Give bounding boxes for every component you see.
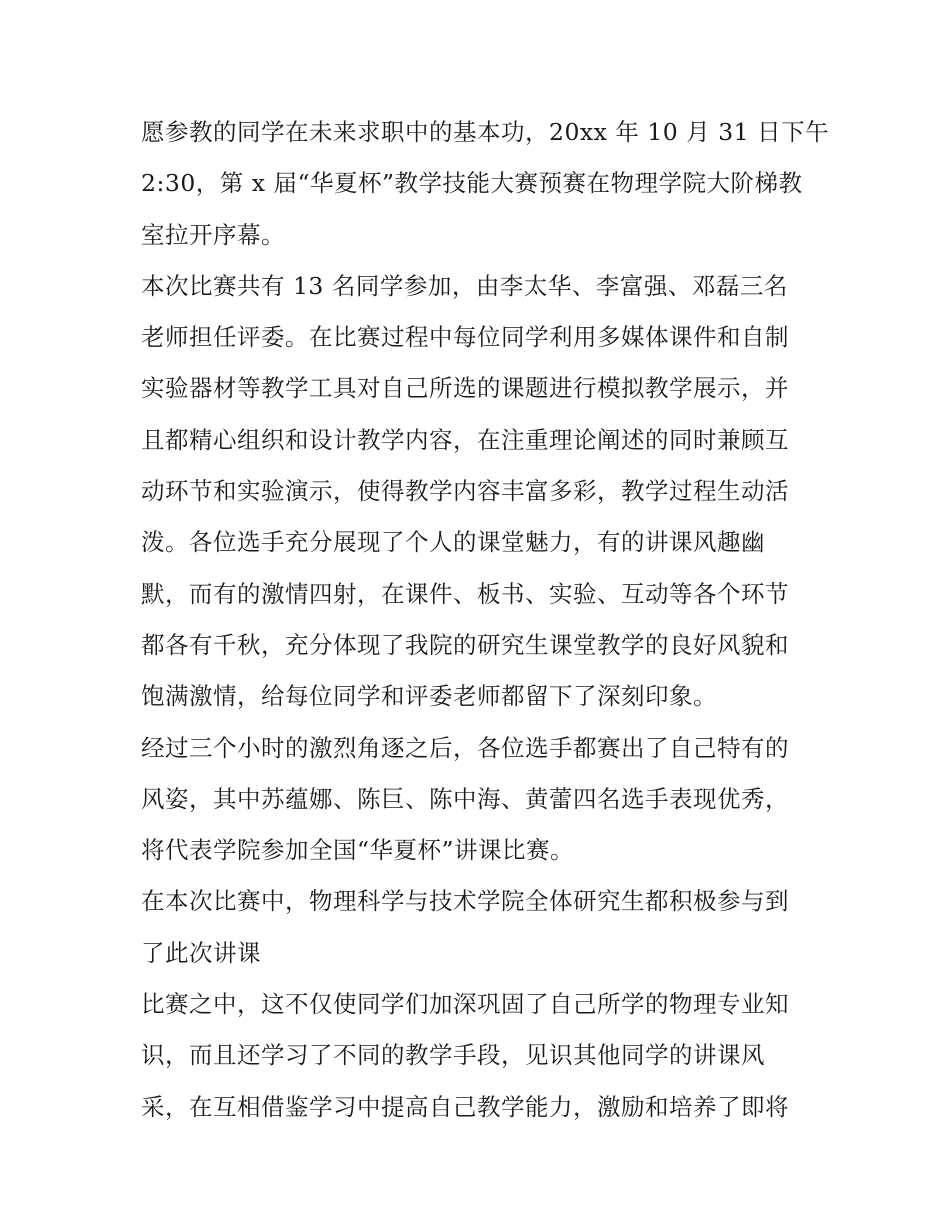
text-line: 老师担任评委。在比赛过程中每位同学利用多媒体课件和自制 [141,323,789,352]
body-text [141,107,830,1133]
text-line: 将代表学院参加全国“华夏杯”讲课比赛。 [141,836,575,865]
text-line: 在本次比赛中，物理科学与技术学院全体研究生都积极参与到 [141,887,789,916]
text-line: 比赛之中，这不仅使同学们加深巩固了自己所学的物理专业知 [141,990,789,1019]
text-line: 饱满激情，给每位同学和评委老师都留下了深刻印象。 [141,682,717,711]
text-line: 泼。各位选手充分展现了个人的课堂魅力，有的讲课风趣幽 [141,528,765,557]
text-line: 默，而有的激情四射，在课件、板书、实验、互动等各个环节 [141,579,789,608]
text-line: 经过三个小时的激烈角逐之后，各位选手都赛出了自己特有的 [141,733,789,762]
text-line: 2:30，第 x 届“华夏杯”教学技能大赛预赛在物理学院大阶梯教 [141,169,803,198]
text-line: 愿参教的同学在未来求职中的基本功，20xx 年 10 月 31 日下午 [141,118,830,146]
text-line: 了此次讲课 [141,938,261,967]
text-line: 风姿，其中苏蕴娜、陈巨、陈中海、黄蕾四名选手表现优秀， [141,784,789,813]
text-line: 采，在互相借鉴学习中提高自己教学能力，激励和培养了即将 [141,1092,789,1121]
text-line: 都各有千秋，充分体现了我院的研究生课堂教学的良好风貌和 [141,630,789,659]
text-line: 动环节和实验演示，使得教学内容丰富多彩，教学过程生动活 [141,477,789,506]
text-line: 识，而且还学习了不同的教学手段，见识其他同学的讲课风 [141,1041,765,1070]
text-line: 且都精心组织和设计教学内容，在注重理论阐述的同时兼顾互 [141,425,789,454]
text-line: 室拉开序幕。 [141,220,285,249]
text-line: 本次比赛共有 13 名同学参加，由李太华、李富强、邓磊三名 [141,271,788,300]
text-line: 实验器材等教学工具对自己所选的课题进行模拟教学展示，并 [141,374,789,403]
